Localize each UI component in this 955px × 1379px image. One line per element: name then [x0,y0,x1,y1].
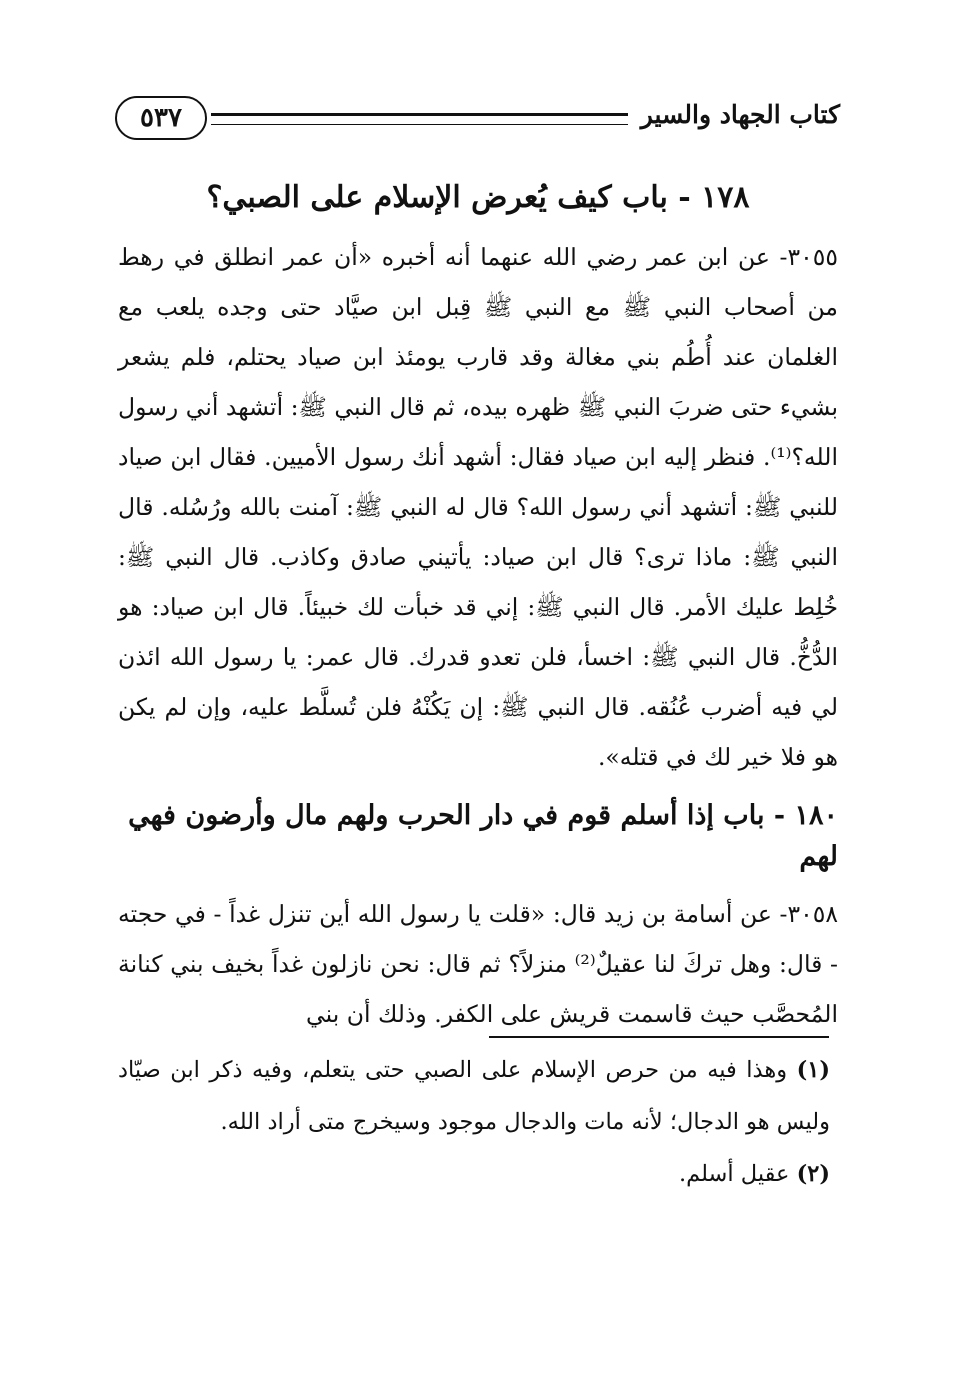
footnote-marker: (١) [796,1057,831,1083]
chapter-heading: ١٨٠ - باب إذا أسلم قوم في دار الحرب ولهم مال وأرضون فهي لهم [128,800,838,872]
page-header [115,92,840,152]
page-number: ٥٣٧ [140,103,182,133]
footnote-text: عقيل أسلم. [678,1161,790,1187]
footnote-item [118,1148,830,1200]
hadith-paragraph: ٣٠٥٨- عن أسامة بن زيد قال: «قلت يا رسول الله أين تنزل غداً - في حجته - قال: وهل تركَ لنا عقيلٌ⁽²⁾ منزلاً؟ ثم قال: نحن نازلون غداً بخيف بني كنانة المُحصَّب حيث قاسمت قريش على الكفر. وذلك أن بني [118,900,838,1028]
chapter-heading: ١٧٨ - باب كيف يُعرض الإسلام على الصبي؟ [206,180,750,215]
hadith-paragraph: ٣٠٥٥- عن ابن عمر رضي الله عنهما أنه أخبره «أن عمر انطلق في رهط من أصحاب النبي ﷺ مع النبي ﷺ قِبل ابن صيَّاد حتى وجده يلعب مع الغلمان عند أُطُم بني مغالة وقد قارب يومئذ ابن صياد يحتلم، فلم يشعر بشيء حتى ضربَ النبي ﷺ ظهره بيده، ثم قال النبي ﷺ: أتشهد أني رسول الله؟⁽¹⁾. فنظر إليه ابن صياد فقال: أشهد أنك رسول الأميين. فقال ابن صياد للنبي ﷺ: أتشهد أني رسول الله؟ قال له النبي ﷺ: آمنت بالله ورُسُله. قال النبي ﷺ: ماذا ترى؟ قال ابن صياد: يأتيني صادق وكاذب. قال النبي ﷺ: خُلِط عليك الأمر. قال النبي ﷺ: إني قد خبأت لك خبيئاً. قال ابن صياد: هو الدُّخُّ. قال النبي ﷺ: اخسأ، فلن تعدو قدرك. قال عمر: يا رسول الله ائذن لي فيه أضرب عُنُقه. قال النبي ﷺ: إن يَكُنْهُ فلن تُسلَّط عليه، وإن لم يكن هو فلا خير لك في قتله». [118,243,838,771]
footnote-divider [489,1036,829,1038]
footnotes [118,1044,830,1200]
page-number-badge [115,96,207,140]
running-title: كتاب الجهاد والسير [640,100,840,129]
footnote-item [118,1044,830,1148]
footnote-text: وهذا فيه من حرص الإسلام على الصبي حتى يتعلم، وفيه ذكر ابن صيّاد وليس هو الدجال؛ لأنه مات والدجال موجود وسيخرج متى أراد الله. [118,1057,830,1135]
header-rule [211,113,628,125]
footnote-marker: (٢) [796,1161,830,1187]
main-text [118,175,838,1039]
